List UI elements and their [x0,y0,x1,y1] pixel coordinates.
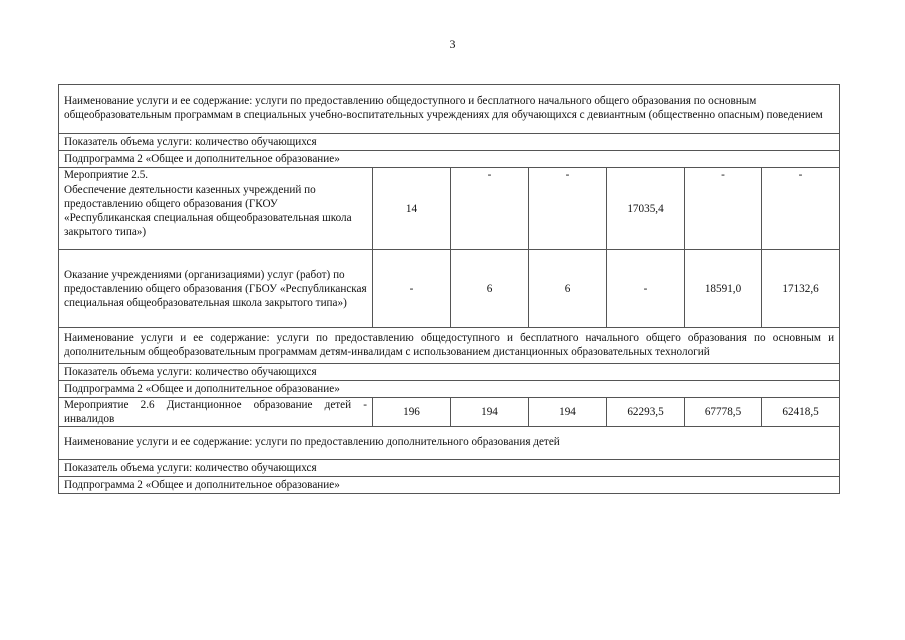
value-cell: 194 [451,398,529,427]
table-row [59,460,840,477]
volume-indicator: Показатель объема услуги: количество обучающихся [59,364,840,381]
value-cell: - [451,168,529,250]
service-description: Наименование услуги и ее содержание: услуги по предоставлению дополнительного образования детей [59,427,840,460]
table-row [59,477,840,494]
page-number: 3 [449,37,456,51]
value-cell: 18591,0 [685,250,762,328]
volume-indicator: Показатель объема услуги: количество обучающихся [59,460,840,477]
row-label: Обеспечение деятельности казенных учреждений по предоставлению общего образования (ГКОУ «Республиканская специальная общеобразовательная школа закрытого типа») [59,182,373,250]
table-row [59,168,840,183]
table-row [59,151,840,168]
value-cell: 17035,4 [607,168,685,250]
table-row [59,250,840,328]
value-cell: 14 [373,168,451,250]
subprogram-title: Подпрограмма 2 «Общее и дополнительное образование» [59,477,840,494]
value-cell: 62293,5 [607,398,685,427]
value-cell: - [529,168,607,250]
value-cell: 62418,5 [762,398,840,427]
subprogram-title: Подпрограмма 2 «Общее и дополнительное образование» [59,151,840,168]
table-row [59,398,840,427]
table-row [59,427,840,460]
value-cell: 6 [451,250,529,328]
table-row [59,134,840,151]
service-description: Наименование услуги и ее содержание: услуги по предоставлению общедоступного и бесплатного начального общего образования по основным общеобразовательным программам в специальных учебно-воспитательных учреждениях для обучающихся с девиантным (общественно опасным) поведением [59,85,840,134]
value-cell: - [373,250,451,328]
services-table [58,84,840,494]
row-label: Мероприятие 2.6 Дистанционное образование детей - инвалидов [59,398,373,427]
value-cell: 6 [529,250,607,328]
value-cell: - [762,168,840,250]
value-cell: - [685,168,762,250]
table-row [59,328,840,364]
event-title: Мероприятие 2.5. [59,168,373,183]
table-row [59,364,840,381]
table-row [59,85,840,134]
volume-indicator: Показатель объема услуги: количество обучающихся [59,134,840,151]
service-description: Наименование услуги и ее содержание: услуги по предоставлению общедоступного и бесплатного начального общего образования по основным и дополнительным общеобразовательным программам детям-инвалидам с использованием дистанционных образовательных технологий [59,328,840,364]
row-label: Оказание учреждениями (организациями) услуг (работ) по предоставлению общего образования (ГБОУ «Республиканская специальная общеобразовательная школа закрытого типа») [59,250,373,328]
table-row [59,381,840,398]
value-cell: 17132,6 [762,250,840,328]
value-cell: 194 [529,398,607,427]
value-cell: 196 [373,398,451,427]
value-cell: 67778,5 [685,398,762,427]
subprogram-title: Подпрограмма 2 «Общее и дополнительное образование» [59,381,840,398]
value-cell: - [607,250,685,328]
